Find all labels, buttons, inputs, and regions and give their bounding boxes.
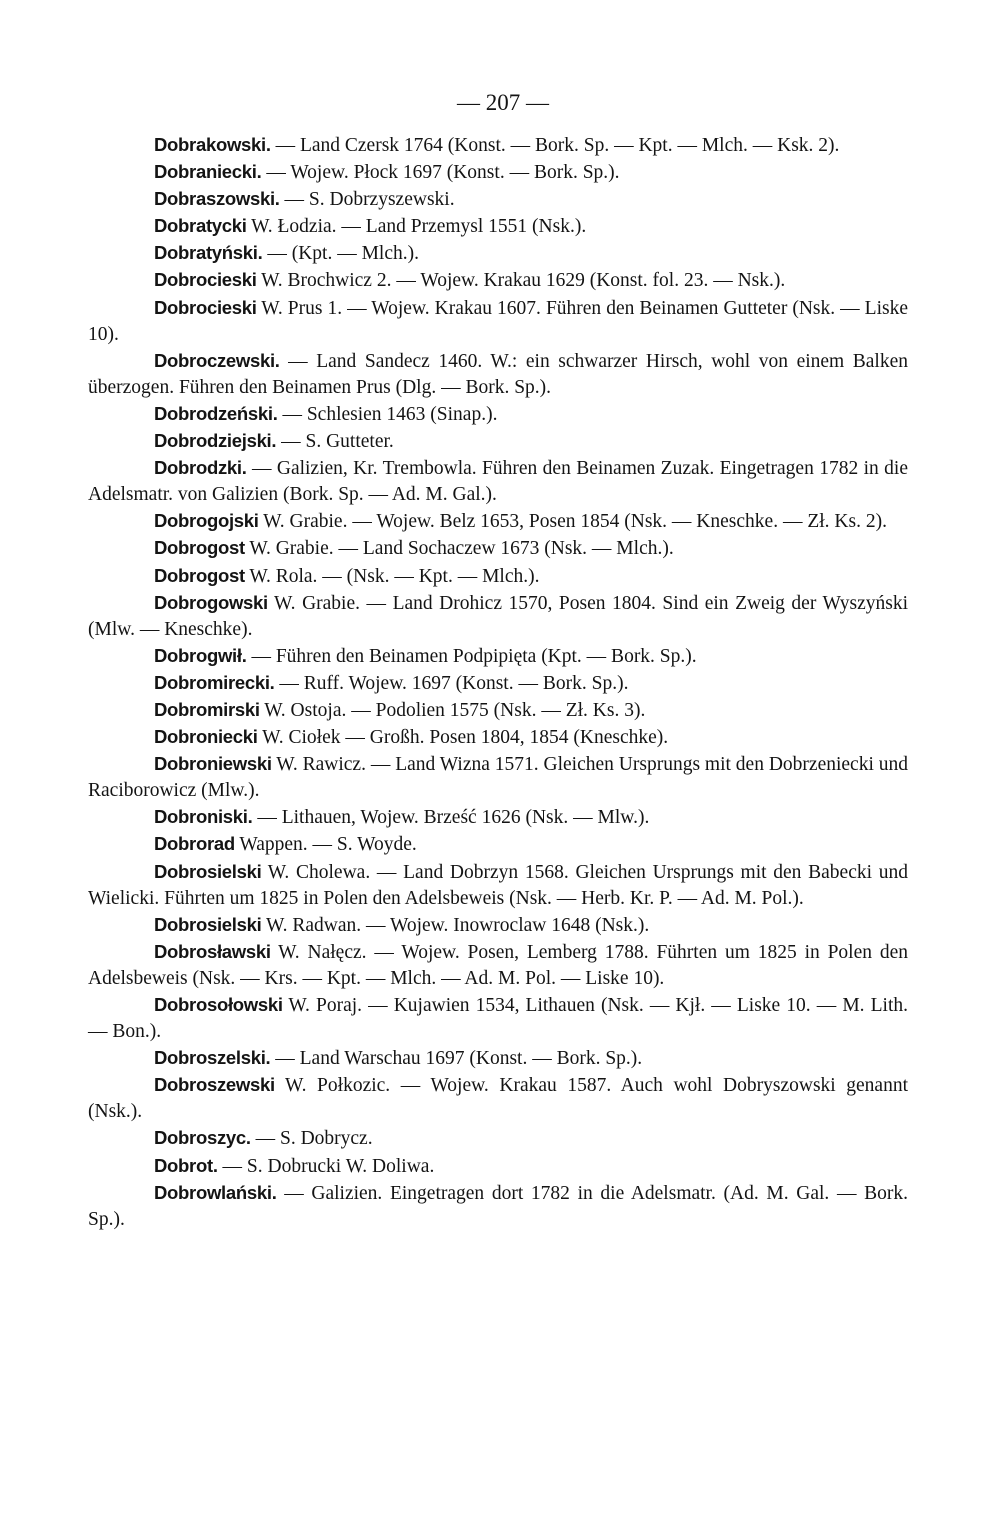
entry-surname: Dobrogojski [154,510,259,532]
entry-description: W. Brochwicz 2. — Wojew. Krakau 1629 (Konst. fol. 23. — Nsk.). [256,270,786,292]
entry-description: — Führen den Beinamen Podpipięta (Kpt. — Bork. Sp.). [246,645,697,667]
entry-surname: Dobroniecki [154,726,258,748]
entry [88,1072,908,1125]
entry-surname: Dobroszewski [154,1074,275,1096]
entry-surname: Dobrocieski [154,296,257,318]
entry-description: — Lithauen, Wojew. Brześć 1626 (Nsk. — Mlw.). [252,807,650,829]
entry-surname: Dobrosielski [154,860,262,882]
entry-surname: Dobratyński. [154,242,263,264]
entry-description: — Wojew. Płock 1697 (Konst. — Bork. Sp.). [261,162,620,184]
entry [88,697,908,724]
entry-surname: Dobraniecki. [154,161,262,183]
entry [88,132,908,159]
entry-description: — S. Dobrucki W. Doliwa. [217,1155,435,1177]
entry [88,186,908,213]
entry [88,1153,908,1180]
entry [88,508,908,535]
entry [88,992,908,1045]
entry-description: — Land Sandecz 1460. W.: ein schwarzer Hirsch, wohl von einem Balken überzogen. Führen den Beinamen Prus (Dlg. — Bork. Sp.). [88,350,908,398]
entry-surname: Dobrosołowski [154,994,283,1015]
entry [88,751,908,804]
entry-surname: Dobrogowski [154,591,268,613]
entry [88,213,908,240]
entry-description: Wappen. — S. Woyde. [234,834,417,856]
entry-description: W. Radwan. — Wojew. Inowroclaw 1648 (Nsk.). [261,914,650,936]
entry-surname: Dobrot. [154,1154,218,1176]
entry-surname: Dobroszyc. [154,1127,251,1149]
entry-surname: Dobrocieski [154,269,257,291]
entry [88,724,908,751]
entry-description: — S. Dobrzyszewski. [279,189,455,211]
entry [88,831,908,858]
entry [88,670,908,697]
entry [88,240,908,267]
entry-surname: Dobratycki [154,215,247,237]
entry-surname: Dobroczewski. [154,349,280,371]
entry [88,455,908,508]
entry-surname: Dobromirecki. [154,671,275,693]
entry [88,159,908,186]
entry [88,1045,908,1072]
entry-description: W. Nałęcz. — Wojew. Posen, Lemberg 1788. Führten um 1825 in Polen den Adelsbeweis (Nsk. — Krs. — Kpt. — Mlch. — Ad. M. Pol. — Liske 10). [88,941,908,989]
entry-description: W. Poraj. — Kujawien 1534, Lithauen (Nsk. — Kjł. — Liske 10. — M. Lith. — Bon.). [88,995,908,1043]
entry [88,563,908,590]
entry-surname: Dobrosielski [154,913,262,935]
entry-surname: Dobrogwił. [154,644,247,666]
entry [88,939,908,992]
entry [88,535,908,562]
entry-surname: Dobroniewski [154,753,272,775]
entry [88,912,908,939]
entry [88,295,908,348]
entry-surname: Dobrorad [154,833,235,855]
entry-description: W. Grabie. — Land Sochaczew 1673 (Nsk. — Mlch.). [244,538,674,560]
entry [88,804,908,831]
entry-surname: Dobrosławski [154,940,271,962]
entry-description: — Galizien, Kr. Trembowla. Führen den Beinamen Zuzak. Eingetragen 1782 in die Adelsmatr. von Galizien (Bork. Sp. — Ad. M. Gal.). [88,458,908,506]
entry-surname: Dobraszowski. [154,188,280,210]
entry [88,401,908,428]
entry-surname: Dobrakowski. [154,134,271,155]
entry [88,643,908,670]
entry-surname: Dobrogost [154,537,245,559]
entry [88,428,908,455]
entry-description: — S. Dobrycz. [250,1128,373,1150]
entry-description: W. Ciołek — Großh. Posen 1804, 1854 (Kneschke). [257,727,669,749]
entry-surname: Dobrodzeński. [154,402,278,424]
entry [88,348,908,401]
page-number: — 207 — [457,90,549,115]
entry [88,1180,908,1233]
entry-surname: Dobroszelski. [154,1047,271,1069]
entry-description: W. Łodzia. — Land Przemysl 1551 (Nsk.). [246,216,587,238]
entry-description: W. Prus 1. — Wojew. Krakau 1607. Führen den Beinamen Gutteter (Nsk. — Liske 10). [88,297,908,345]
entry-description: W. Grabie. — Wojew. Belz 1653, Posen 1854 (Nsk. — Kneschke. — Zł. Ks. 2). [258,511,887,533]
entry [88,267,908,294]
entry-description: W. Połkozic. — Wojew. Krakau 1587. Auch wohl Dobryszowski genannt (Nsk.). [88,1075,908,1123]
entry-list [88,132,908,1233]
entry-surname: Dobrogost [154,564,245,586]
entry-description: W. Rola. — (Nsk. — Kpt. — Mlch.). [244,565,540,587]
entry-description: — Land Warschau 1697 (Konst. — Bork. Sp.). [270,1048,643,1070]
entry-surname: Dobrodzki. [154,457,247,479]
entry-surname: Dobroniski. [154,806,253,828]
entry [88,1125,908,1152]
entry-surname: Dobrodziejski. [154,430,277,452]
entry-description: W. Cholewa. — Land Dobrzyn 1568. Gleichen Ursprungs mit den Babecki und Wielicki. Führten um 1825 in Polen den Adelsbeweis (Nsk. — Herb. Kr. P. — Ad. M. Pol.). [88,861,908,909]
entry-description: — Ruff. Wojew. 1697 (Konst. — Bork. Sp.). [274,672,629,694]
entry-surname: Dobrowlański. [154,1181,277,1203]
entry-description: — Galizien. Eingetragen dort 1782 in die Adelsmatr. (Ad. M. Gal. — Bork. Sp.). [88,1182,908,1230]
entry-description: W. Ostoja. — Podolien 1575 (Nsk. — Zł. Ks. 3). [259,699,646,721]
entry-description: — Schlesien 1463 (Sinap.). [277,403,498,425]
entry-description: W. Grabie. — Land Drohicz 1570, Posen 1804. Sind ein Zweig der Wyszyński (Mlw. — Kneschke). [88,592,908,640]
entry [88,590,908,643]
entry-description: — (Kpt. — Mlch.). [262,243,419,265]
entry [88,859,908,912]
entry-description: — S. Gutteter. [276,431,394,453]
entry-surname: Dobromirski [154,698,260,720]
entry-description: — Land Czersk 1764 (Konst. — Bork. Sp. — Kpt. — Mlch. — Ksk. 2). [270,135,840,156]
entry-description: W. Rawicz. — Land Wizna 1571. Gleichen Ursprungs mit den Dobrzeniecki und Raciborowicz (Mlw.). [88,754,908,802]
